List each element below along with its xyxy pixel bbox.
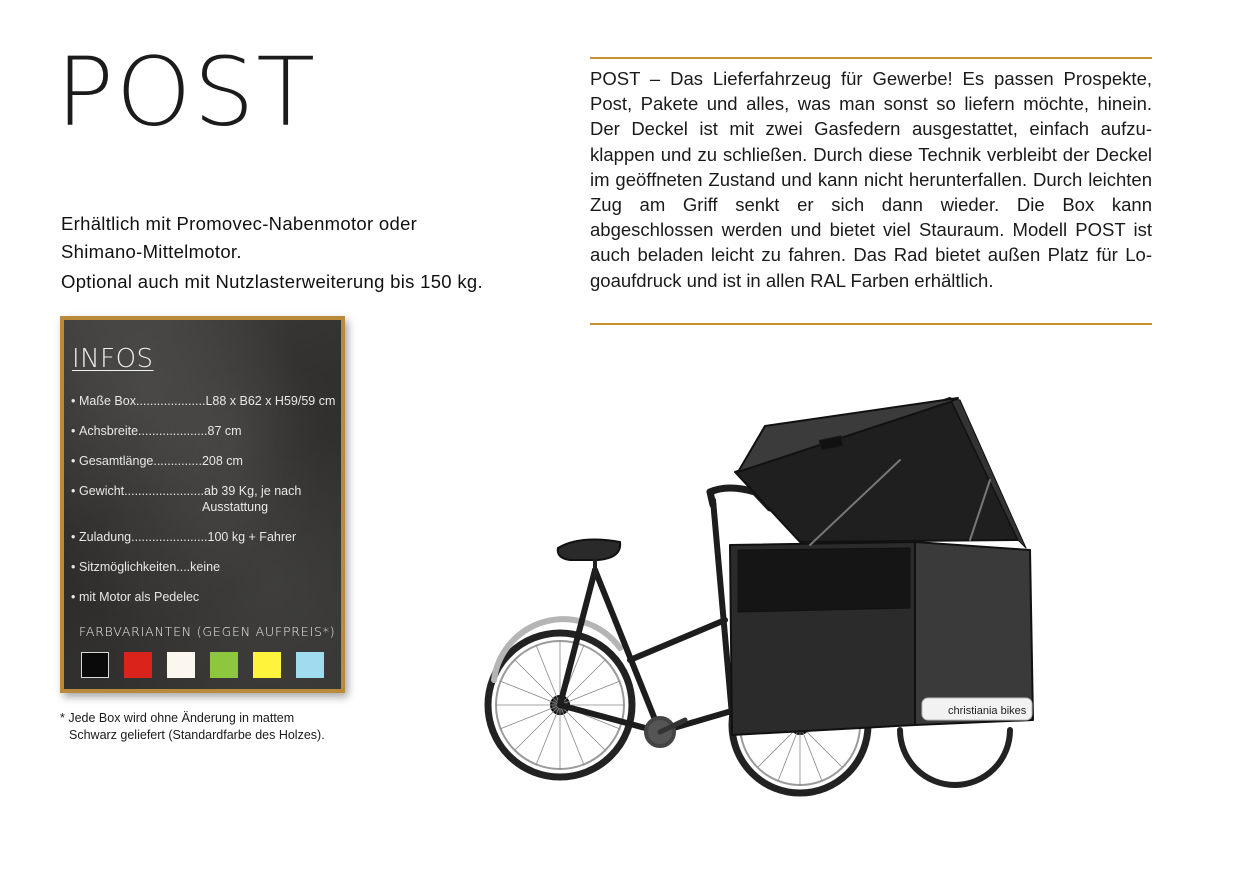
- spec-list: [71, 393, 343, 619]
- bike-brand-label: christiania bikes: [948, 705, 1027, 717]
- page-title: POST: [56, 37, 318, 147]
- spec-item: • Sitzmöglichkeiten.... keine: [71, 560, 221, 574]
- spec-value: 100 kg + Fahrer: [207, 530, 297, 544]
- footnote: [60, 710, 360, 744]
- spec-item: • Gesamtlänge.............. 208 cm: [71, 454, 243, 468]
- spec-label: Sitzmöglichkeiten....: [79, 560, 191, 574]
- color-swatch-black: [81, 652, 109, 678]
- color-swatch-red: [124, 652, 152, 678]
- infos-title: INFOS: [72, 344, 154, 374]
- color-swatch-light-blue: [296, 652, 324, 678]
- bottom-divider: [590, 323, 1152, 325]
- color-swatch-cream: [167, 652, 195, 678]
- spec-value: ab 39 Kg, je nach: [204, 484, 302, 498]
- motor-info-line: Optional auch mit Nutzlasterweiterung bis 150 kg.: [61, 271, 483, 292]
- spec-label: Maße Box....................: [79, 394, 206, 408]
- infos-chalkboard: [60, 316, 345, 693]
- spec-item: • Maße Box.................... L88 x B62 x H59/59 cm: [71, 394, 336, 408]
- cargo-bike-image: [470, 380, 1050, 830]
- spec-label: Achsbreite....................: [79, 424, 208, 438]
- spec-item: • mit Motor als Pedelec: [71, 590, 200, 604]
- footnote-line: * Jede Box wird ohne Änderung in mattem: [60, 711, 295, 725]
- color-swatch-yellow: [253, 652, 281, 678]
- spec-value-continued: Ausstattung: [202, 500, 269, 514]
- spec-label: Zuladung......................: [79, 530, 208, 544]
- footnote-line: Schwarz geliefert (Standardfarbe des Holzes).: [69, 728, 325, 742]
- spec-value: L88 x B62 x H59/59 cm: [205, 394, 336, 408]
- spec-item: • Gewicht....................... ab 39 Kg, je nach Ausstattung: [71, 484, 302, 514]
- spec-value: keine: [190, 560, 221, 574]
- cargo-box: [730, 398, 1033, 735]
- color-swatch-green: [210, 652, 238, 678]
- color-variants-title: FARBVARIANTEN (GEGEN AUFPREIS*): [79, 624, 336, 639]
- spec-label: Gesamtlänge..............: [79, 454, 202, 468]
- front-wheel-right: [900, 730, 1010, 785]
- color-swatches: [81, 652, 324, 678]
- motor-info-line: Erhältlich mit Promovec-Nabenmotor oder: [61, 213, 418, 234]
- spec-label: Gewicht.......................: [79, 484, 205, 498]
- spec-item: • Achsbreite.................... 87 cm: [71, 424, 242, 438]
- spec-label: mit Motor als Pedelec: [79, 590, 200, 604]
- spec-item: • Zuladung...................... 100 kg + Fahrer: [71, 530, 297, 544]
- spec-value: 208 cm: [201, 454, 243, 468]
- top-divider: [590, 57, 1152, 59]
- product-description: POST – Das Lieferfahrzeug für Gewerbe! Es passen Prospekte, Post, Pakete und alles, was man sonst so liefern möchte, hinein. Der Deckel ist mit zwei Gasfedern ausgestattet, einfach aufzuklappen und zu schließen. Durch diese Technik verbleibt der Deckel im geöffneten Zustand und kann nicht herunterfallen. Durch leichten Zug am Griff senkt er sich dann wieder. Die Box kann abgeschlossen werden und bietet viel Stauraum. Modell POST ist auch beladen leicht zu fahren. Das Rad bietet außen Platz für Logoaufdruck und ist in allen RAL Farben erhältlich.: [590, 68, 1152, 291]
- motor-info: [61, 210, 531, 296]
- spec-value: 87 cm: [207, 424, 242, 438]
- motor-info-line: Shimano-Mittelmotor.: [61, 241, 242, 262]
